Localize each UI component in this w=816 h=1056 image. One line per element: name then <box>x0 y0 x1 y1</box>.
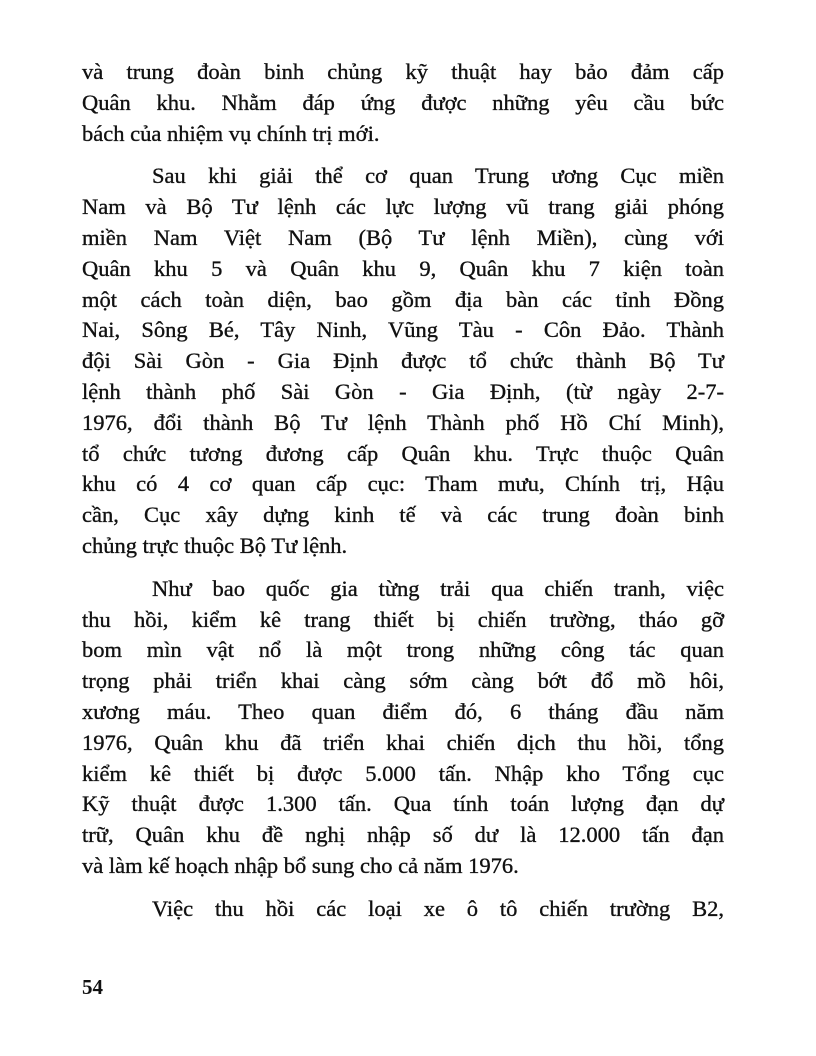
text-line: và làm kế hoạch nhập bổ sung cho cả năm 1976. <box>82 852 519 878</box>
text-line: cần, Cục xây dựng kinh tế và các trung đoàn binh <box>82 502 724 528</box>
text-line: xương máu. Theo quan điểm đó, 6 tháng đầu năm <box>82 698 724 724</box>
text-line: 1976, đổi thành Bộ Tư lệnh Thành phố Hồ Chí Minh), <box>82 409 724 435</box>
paragraph <box>82 574 724 882</box>
text-line: bách của nhiệm vụ chính trị mới. <box>82 120 380 146</box>
paragraph <box>82 161 724 561</box>
text-line: kiểm kê thiết bị được 5.000 tấn. Nhập kho Tổng cục <box>82 760 724 786</box>
text-line: bom mìn vật nổ là một trong những công tác quan <box>82 637 724 663</box>
text-line: Sau khi giải thể cơ quan Trung ương Cục miền <box>152 163 724 189</box>
text-line: Như bao quốc gia từng trải qua chiến tranh, việc <box>152 575 724 601</box>
text-line: trữ, Quân khu đề nghị nhập số dư là 12.000 tấn đạn <box>82 822 724 848</box>
text-line: và trung đoàn binh chủng kỹ thuật hay bảo đảm cấp <box>82 59 724 84</box>
text-line: trọng phải triển khai càng sớm càng bớt đổ mồ hôi, <box>82 668 724 694</box>
text-line: lệnh thành phố Sài Gòn - Gia Định, (từ ngày 2-7- <box>82 378 724 404</box>
page-number: 54 <box>82 975 103 999</box>
text-line: Quân khu. Nhằm đáp ứng được những yêu cầu bức <box>82 89 724 115</box>
text-line: Kỹ thuật được 1.300 tấn. Qua tính toán lượng đạn dự <box>82 791 724 817</box>
text-line: Nam và Bộ Tư lệnh các lực lượng vũ trang giải phóng <box>82 194 724 220</box>
text-line: đội Sài Gòn - Gia Định được tổ chức thành Bộ Tư <box>82 348 724 374</box>
text-line: Quân khu 5 và Quân khu 9, Quân khu 7 kiện toàn <box>82 255 724 281</box>
text-line: chủng trực thuộc Bộ Tư lệnh. <box>82 532 348 558</box>
paragraph <box>82 894 724 925</box>
text-line: thu hồi, kiểm kê trang thiết bị chiến trường, tháo gỡ <box>82 606 724 632</box>
text-line: Nai, Sông Bé, Tây Ninh, Vũng Tàu - Côn Đảo. Thành <box>82 317 724 343</box>
paragraph <box>82 57 724 149</box>
text-line: Việc thu hồi các loại xe ô tô chiến trường B2, <box>152 895 724 921</box>
text-line: tổ chức tương đương cấp Quân khu. Trực thuộc Quân <box>82 440 724 466</box>
page-body <box>82 57 724 937</box>
text-line: 1976, Quân khu đã triển khai chiến dịch thu hồi, tổng <box>82 729 724 755</box>
text-line: khu có 4 cơ quan cấp cục: Tham mưu, Chính trị, Hậu <box>82 471 724 497</box>
text-line: một cách toàn diện, bao gồm địa bàn các tỉnh Đồng <box>82 286 724 312</box>
text-line: miền Nam Việt Nam (Bộ Tư lệnh Miền), cùng với <box>82 224 724 250</box>
